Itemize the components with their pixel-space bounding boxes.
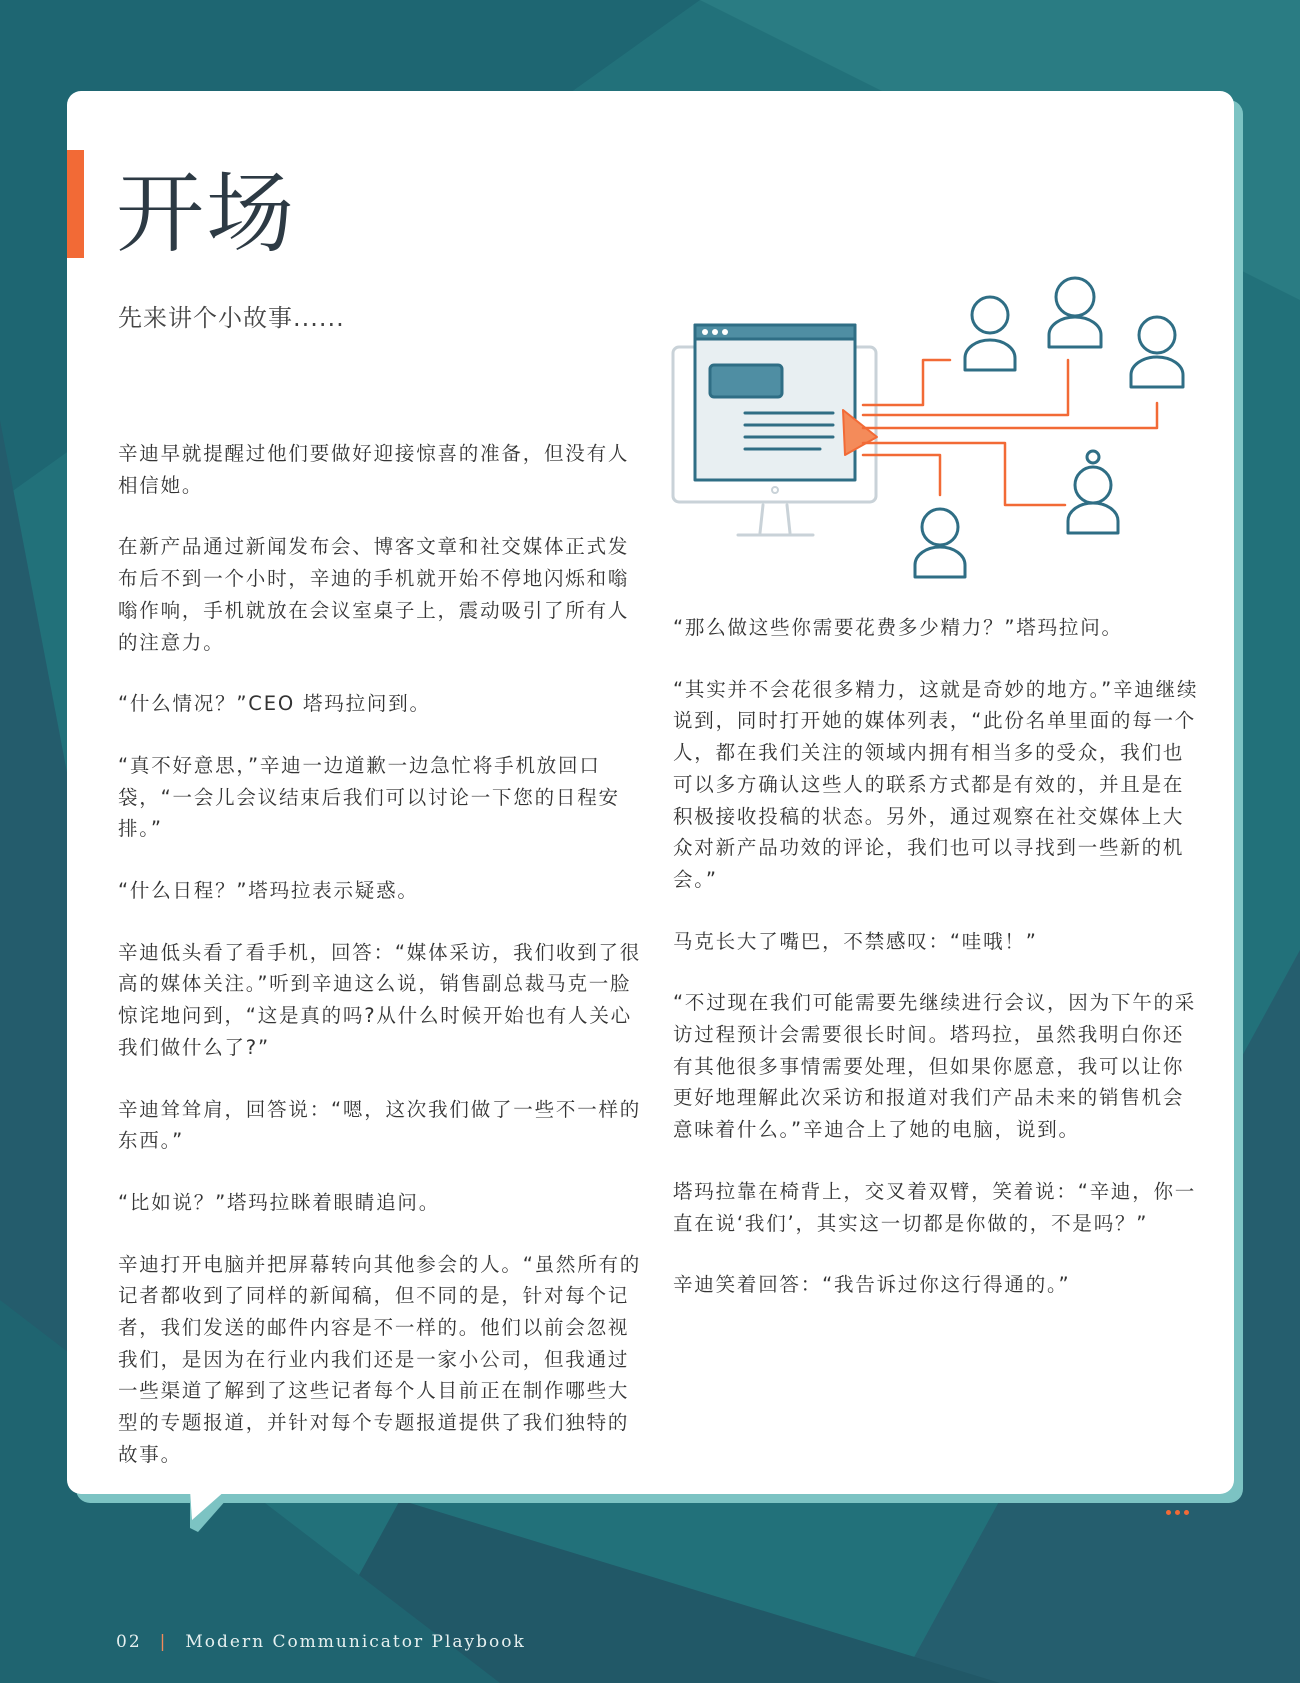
person-icon xyxy=(1049,278,1101,347)
more-dots-icon xyxy=(1166,1510,1189,1515)
person-icon xyxy=(1068,451,1118,533)
browser-window-icon xyxy=(695,325,855,480)
paragraph: 在新产品通过新闻发布会、博客文章和社交媒体正式发布后不到一个小时，辛迪的手机就开始不停地闪烁和嗡嗡作响，手机就放在会议室桌子上，震动吸引了所有人的注意力。 xyxy=(118,535,630,654)
paragraph: 辛迪耸耸肩，回答说：“嗯，这次我们做了一些不一样的东西。” xyxy=(118,1097,642,1153)
page-footer xyxy=(116,1632,526,1652)
paragraph: “不过现在我们可能需要先继续进行会议，因为下午的采访过程预计会需要很长时间。塔玛拉，虽然我明白你还有其他很多事情需要处理，但如果你愿意，我可以让你更好地理解此次采访和报道对我们产品未来的销售机会意味着什么。”辛迪合上了她的电脑，说到。 xyxy=(673,991,1197,1142)
paragraph: “比如说？”塔玛拉眯着眼睛追问。 xyxy=(118,1190,441,1214)
story-left-column xyxy=(118,438,648,1501)
story-right-column xyxy=(673,612,1203,1331)
person-icon xyxy=(965,297,1015,370)
page-subtitle: 先来讲个小故事...... xyxy=(118,304,345,332)
page-title: 开场 xyxy=(116,162,297,265)
paragraph: 辛迪笑着回答：“我告诉过你这行得通的。” xyxy=(673,1273,1071,1297)
paragraph: 塔玛拉靠在椅背上，交叉着双臂，笑着说：“辛迪，你一直在说‘我们’，其实这一切都是你做的，不是吗？” xyxy=(673,1179,1197,1235)
media-outreach-illustration xyxy=(665,265,1195,585)
accent-bar xyxy=(67,150,84,258)
person-icon xyxy=(1131,317,1183,387)
connector-lines xyxy=(863,360,1157,505)
paragraph: 辛迪早就提醒过他们要做好迎接惊喜的准备，但没有人相信她。 xyxy=(118,442,630,497)
paragraph: “那么做这些你需要花费多少精力？”塔玛拉问。 xyxy=(673,616,1123,639)
paragraph: “什么情况？”CEO 塔玛拉问到。 xyxy=(118,692,431,716)
person-icon xyxy=(915,509,965,577)
paragraph: “什么日程？”塔玛拉表示疑惑。 xyxy=(118,879,419,903)
publication-title: Modern Communicator Playbook xyxy=(185,1632,526,1652)
paragraph: “真不好意思，”辛迪一边道歉一边急忙将手机放回口袋，“一会儿会议结束后我们可以讨论一下您的日程安排。” xyxy=(118,753,620,841)
page-number: 02 xyxy=(116,1632,142,1652)
paragraph: 辛迪打开电脑并把屏幕转向其他参会的人。“虽然所有的记者都收到了同样的新闻稿，但不同的是，针对每个记者，我们发送的邮件内容是不一样的。他们以前会忽视我们，是因为在行业内我们还是一家小公司，但我通过一些渠道了解到了这些记者每个人目前正在制作哪些大型的专题报道，并针对每个专题报道提供了我们独特的故事。 xyxy=(118,1252,642,1466)
paragraph: 马克长大了嘴巴，不禁感叹：“哇哦！” xyxy=(673,929,1038,953)
cursor-icon xyxy=(843,410,877,455)
paragraph: 辛迪低头看了看手机，回答：“媒体采访，我们收到了很高的媒体关注。”听到辛迪这么说，销售副总裁马克一脸惊诧地问到，“这是真的吗?从什么时候开始也有人关心我们做什么了?” xyxy=(118,940,642,1059)
paragraph: “其实并不会花很多精力，这就是奇妙的地方。”辛迪继续说到，同时打开她的媒体列表，“此份名单里面的每一个人，都在我们关注的领域内拥有相当多的受众，我们也可以多方确认这些人的联系方式都是有效的，并且是在积极接收投稿的状态。另外，通过观察在社交媒体上大众对新产品功效的评论，我们也可以寻找到一些新的机会。” xyxy=(673,677,1199,891)
footer-separator: | xyxy=(159,1632,168,1652)
